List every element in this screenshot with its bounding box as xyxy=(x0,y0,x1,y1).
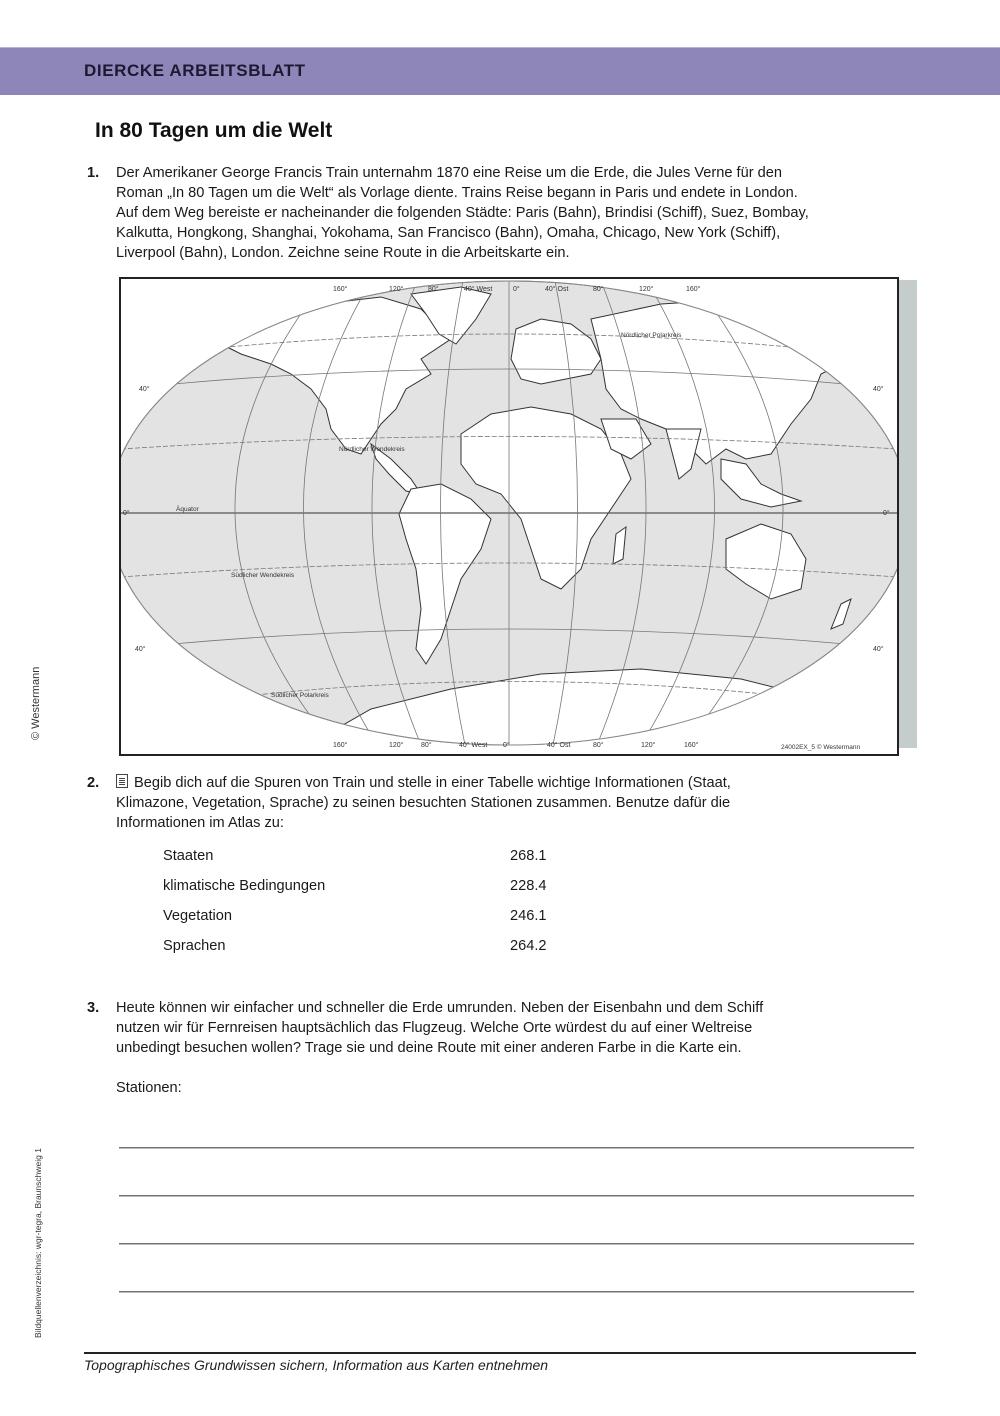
page-title: In 80 Tagen um die Welt xyxy=(95,119,333,142)
lat-label: 40° xyxy=(139,386,150,393)
arctic-circle-label: Nördlicher Polarkreis xyxy=(621,332,682,339)
task-line: Informationen im Atlas zu: xyxy=(116,815,284,831)
task-line: nutzen wir für Fernreisen hauptsächlich das Flugzeug. Welche Orte würdest du auf einer Weltreise xyxy=(116,1020,753,1036)
lon-label: 0° xyxy=(503,742,510,749)
lat-label: 0° xyxy=(883,510,890,517)
task-line: Heute können wir einfacher und schneller die Erde umrunden. Neben der Eisenbahn und dem Schiff xyxy=(116,1000,764,1016)
atlas-page: 264.2 xyxy=(510,938,547,954)
task-text xyxy=(116,998,926,1098)
answer-line[interactable] xyxy=(119,1195,914,1196)
tropic-cancer-label: Nördlicher Wendekreis xyxy=(339,446,405,453)
atlas-topic: Vegetation xyxy=(163,908,232,924)
task-number: 2. xyxy=(87,775,100,791)
side-image-credit: Bildquellenverzeichnis: wgr-tegra, Braunschweig 1 xyxy=(33,1148,43,1338)
atlas-page: 268.1 xyxy=(510,848,547,864)
lon-label: 160° xyxy=(686,286,701,293)
lon-label: 40° West xyxy=(459,742,488,749)
lat-label: 40° xyxy=(135,646,146,653)
atlas-topic: Sprachen xyxy=(163,938,226,954)
task-2 xyxy=(87,773,927,843)
header-title: DIERCKE ARBEITSBLATT xyxy=(84,61,306,80)
lon-label: 80° xyxy=(593,742,604,749)
lon-label: 40° Ost xyxy=(545,286,569,293)
lon-label: 120° xyxy=(641,742,656,749)
stations-label: Stationen: xyxy=(116,1080,182,1096)
footer-text: Topographisches Grundwissen sichern, Information aus Karten entnehmen xyxy=(84,1357,549,1373)
map-credit: 24002EX_5 © Westermann xyxy=(781,744,861,751)
world-map xyxy=(119,277,899,756)
lon-label: 120° xyxy=(389,742,404,749)
lon-label: 120° xyxy=(639,286,654,293)
answer-line[interactable] xyxy=(119,1243,914,1244)
lon-label: 80° xyxy=(428,286,439,293)
task-line: Liverpool (Bahn), London. Zeichne seine Route in die Arbeitskarte ein. xyxy=(116,245,570,261)
side-copyright: © Westermann xyxy=(30,666,42,740)
lat-label: 40° xyxy=(873,646,884,653)
task-1 xyxy=(87,163,927,263)
task-number: 1. xyxy=(87,165,100,181)
task-line: Begib dich auf die Spuren von Train und stelle in einer Tabelle wichtige Informationen (Staat, xyxy=(134,775,731,791)
task-text xyxy=(116,773,926,833)
task-line: Auf dem Weg bereiste er nacheinander die folgenden Städte: Paris (Bahn), Brindisi (Schiff), Suez, Bombay, xyxy=(116,205,809,221)
footer-rule xyxy=(84,1352,916,1354)
task-line: Klimazone, Vegetation, Sprache) zu seinen besuchten Stationen zusammen. Benutze dafür die xyxy=(116,795,731,811)
top-longitude-labels xyxy=(333,285,701,293)
atlas-topic: Staaten xyxy=(163,848,214,864)
equator-label: Äquator xyxy=(176,506,199,513)
task-line: Kalkutta, Hongkong, Shanghai, Yokohama, San Francisco (Bahn), Omaha, Chicago, New York (Schiff), xyxy=(116,225,781,241)
header-bar xyxy=(0,47,1000,95)
lat-label: 0° xyxy=(123,510,130,517)
lon-label: 160° xyxy=(333,286,348,293)
task-3 xyxy=(87,998,927,1108)
lon-label: 120° xyxy=(389,286,404,293)
lon-label: 0° xyxy=(513,286,520,293)
answer-line[interactable] xyxy=(119,1147,914,1148)
task-text xyxy=(116,163,926,263)
task-number: 3. xyxy=(87,1000,100,1016)
task-line: unbedingt besuchen wollen? Trage sie und deine Route mit einer anderen Farbe in die Karte ein. xyxy=(116,1040,742,1056)
map-shadow xyxy=(897,280,917,748)
lon-label: 80° xyxy=(593,286,604,293)
lon-label: 160° xyxy=(684,742,699,749)
lon-label: 40° West xyxy=(464,286,493,293)
task-line: Roman „In 80 Tagen um die Welt“ als Vorlage diente. Trains Reise begann in Paris und endete in London. xyxy=(116,185,798,201)
antarctic-circle-label: Südlicher Polarkreis xyxy=(271,692,329,699)
lon-label: 40° Ost xyxy=(547,742,571,749)
atlas-page: 228.4 xyxy=(510,878,547,894)
lon-label: 80° xyxy=(421,742,432,749)
tropic-capricorn-label: Südlicher Wendekreis xyxy=(231,572,295,579)
lon-label: 160° xyxy=(333,742,348,749)
lat-label: 40° xyxy=(873,386,884,393)
atlas-topic: klimatische Bedingungen xyxy=(163,878,326,894)
document-icon xyxy=(116,774,128,788)
answer-line[interactable] xyxy=(119,1291,914,1292)
atlas-page: 246.1 xyxy=(510,908,547,924)
task-line: Der Amerikaner George Francis Train unternahm 1870 eine Reise um die Erde, die Jules Verne für den xyxy=(116,165,782,181)
world-map-svg xyxy=(121,279,897,754)
